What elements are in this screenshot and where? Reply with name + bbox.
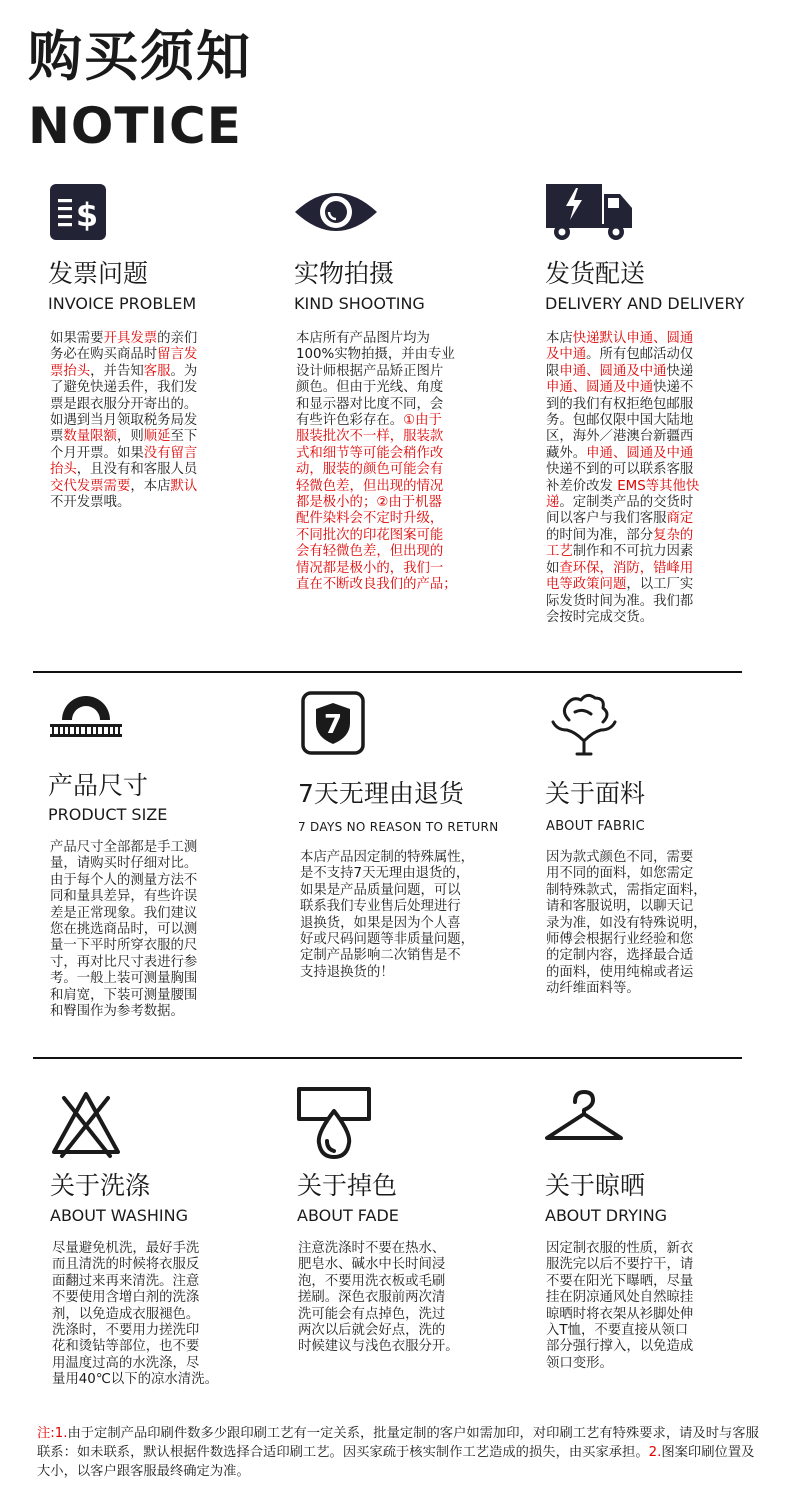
body-text: 的亲们 务必在购买商品时 — [50, 331, 198, 363]
body-text: 尽量避免机洗，最好手洗 而且清洗的时候将衣服反 面翻过来再来清洗。注意 不要使用含增白剂的洗涤 剂，以免造成衣服褪色。 洗涤时，不要用力搓洗印 花和烫钻等部位，也不要 用温度过高的水洗涤，尽 量用40℃以下的凉水清洗。 — [52, 1241, 218, 1388]
body-text: 产品尺寸全部都是手工测 量，请购买时仔细对比。 由于每个人的测量方法不 同和量具差异，有些许误 差是正常现象。我们建议 您在挑选商品时，可以测 量一下平时所穿衣服的尺 寸，再对比尺寸表进行参 考。一般上装可测量胸围 和肩宽，下装可测量腰围 和臀围作为参考数据。 — [50, 840, 198, 1020]
highlight-text: 交代发票需要 — [50, 478, 131, 494]
cotton-flower-icon — [547, 690, 621, 756]
highlight-text: 查环保，消防，错峰用 电等政策问题 — [546, 560, 694, 593]
no-bleach-icon — [50, 1088, 122, 1160]
body-text: 至下 个月开票。如果 — [50, 429, 198, 461]
highlight-text: 客服 — [143, 363, 171, 379]
section-title-delivery: 发货配送 — [545, 259, 646, 288]
body-text: 本店 — [546, 331, 573, 346]
highlight-text: 申通、圆通及中通 — [546, 380, 654, 396]
section-body-delivery — [546, 331, 718, 626]
body-text: 由于定制产品印刷件数多少跟印刷工艺有一定关系，批量定制的客户如需加印，对印刷工艺有特殊要求，请及时与客服联系：如未联系，默认根据件数选择合适印刷工艺。因买家疏于核实制作工艺造成的损失，由买家承担。 — [37, 1426, 759, 1460]
body-text: 因定制衣服的性质，新衣 服洗完以后不要拧干，请 不要在阳光下曝晒，尽量 挂在阴凉通风处自然晾挂 晾晒时将衣架从衫脚处伸 入T恤，不要直接从领口 部分强行撑入，以免造成 领口变形。 — [546, 1241, 694, 1371]
section-title-washing: 关于洗涤 — [50, 1171, 151, 1200]
section-subtitle-invoice: INVOICE PROBLEM — [48, 294, 197, 313]
highlight-text: ①由于 服装批次不一样，服装款 式和细节等可能会稍作改 动，服装的颜色可能会有 轻微色差，但出现的情况 都是极小的；②由于机器 配件染料会不定时升级， 不同批次的印花图案可能 会有轻微色差，但出现的 情况都是极小的，我们一 直在不断改良我们的产品； — [296, 413, 457, 593]
highlight-text: 2. — [648, 1445, 662, 1460]
body-text: 快递不到的可以联系客服 补差价改发 — [546, 462, 694, 494]
body-text: 如果需要 — [50, 331, 104, 346]
highlight-text: 顺延 — [143, 429, 171, 445]
section-subtitle-delivery: DELIVERY AND DELIVERY — [545, 294, 745, 313]
row-divider-1 — [33, 671, 742, 673]
highlight-text: 复杂的 工艺 — [546, 527, 694, 560]
section-subtitle-return: 7 DAYS NO REASON TO RETURN — [298, 820, 499, 834]
section-title-size: 产品尺寸 — [48, 771, 149, 800]
section-subtitle-fabric: ABOUT FABRIC — [546, 819, 646, 834]
highlight-text: 开具发票 — [103, 331, 158, 346]
section-body-fabric — [546, 850, 718, 998]
body-text: 快递 — [666, 363, 694, 379]
body-text: 。定制类产品的交货时 间以客户与我们客服 — [546, 495, 694, 527]
section-subtitle-fade: ABOUT FADE — [297, 1206, 399, 1225]
body-text: 因为款式颜色不同，需要 用不同的面料，如您需定 制特殊款式，需指定面料， 请和客服说明，以聊天记 录为准，如没有特殊说明， 师傅会根据行业经验和您 的定制内容，选择最合适 的面料，使用纯棉或者运 动纤维面料等。 — [546, 850, 707, 997]
highlight-text: 没有留言 抬头 — [50, 445, 198, 478]
section-title-fabric: 关于面料 — [545, 779, 646, 808]
color-drop-icon — [297, 1085, 371, 1161]
body-text: 注意洗涤时不要在热水、 肥皂水、碱水中长时间浸 泡，不要用洗衣板或毛刷 搓刷。深色衣服前两次清 洗可能会有点掉色，洗过 两次以后就会好点，洗的 时候建议与浅色衣服分开。 — [298, 1241, 459, 1355]
highlight-text: 默认 — [170, 478, 198, 494]
body-text: ，本店 — [130, 478, 171, 494]
section-title-invoice: 发票问题 — [48, 259, 149, 288]
highlight-text: 申通、圆通及中通 — [586, 445, 694, 461]
seven-day-number: 7 — [323, 710, 343, 740]
section-title-shooting: 实物拍摄 — [294, 259, 395, 288]
ruler-icon — [50, 692, 122, 738]
highlight-text: 留言发 票抬头 — [50, 347, 198, 379]
footnote — [37, 1424, 762, 1481]
body-text: ，以工厂实 际发货时间为准。我们都 会按时完成交货。 — [546, 577, 694, 625]
invoice-dollar-icon — [50, 184, 106, 240]
hanger-icon — [545, 1088, 623, 1144]
section-body-return — [300, 850, 500, 981]
body-text: 快递不 到的我们有权拒绝包邮服 务。包邮仅限中国大陆地 区，海外／港澳台新疆西 藏外。 — [546, 380, 694, 461]
eye-icon — [293, 186, 379, 238]
highlight-text: 申通、圆通及中通 — [559, 363, 667, 379]
body-text: 。为 了避免快递丢件，我们发 票是跟衣服分开寄出的。 如遇到当月领取税务局发 票 — [50, 363, 198, 445]
body-text: 图案印刷位置及大小，以客户跟客服最终确定为准。 — [37, 1445, 755, 1479]
section-subtitle-shooting: KIND SHOOTING — [294, 294, 425, 313]
seven-day-shield-icon — [301, 691, 365, 755]
highlight-text: EMS等其他快 递 — [546, 478, 700, 511]
highlight-text: 数量限额 — [63, 429, 117, 445]
svg-text:$: $ — [75, 196, 99, 234]
delivery-truck-icon — [546, 184, 634, 242]
body-text: 本店产品因定制的特殊属性， 是不支持7天无理由退货的， 如果是产品质量问题，可以 联系我们专业售后处理进行 退换货，如果是因为个人喜 好或尺码问题等非质量问题， 定制产品影响二次销售是不 支持退换货的！ — [300, 850, 475, 980]
body-text: ，并告知 — [90, 363, 144, 379]
body-text: 制作和不可抗力因素 如 — [546, 544, 694, 576]
highlight-text: 快递默认申通、圆通 及中通 — [546, 331, 694, 363]
page-title: 购买须知 — [28, 25, 252, 88]
body-text: 本店所有产品图片均为 100%实物拍摄，并由专业 设计师根据产品矫正图片 颜色。但由于光线、角度 和显示器对比度不同，会 有些许色彩存在。 — [296, 331, 455, 429]
section-subtitle-size: PRODUCT SIZE — [48, 805, 168, 824]
section-body-washing — [52, 1241, 224, 1389]
section-body-drying — [546, 1241, 718, 1372]
body-text: 。所有包邮活动仅 限 — [546, 347, 694, 379]
section-title-return: 7天无理由退货 — [298, 779, 464, 808]
body-text: ，则 — [116, 429, 144, 445]
highlight-text: 注:1. — [37, 1426, 68, 1441]
section-body-fade — [298, 1241, 470, 1356]
row-divider-2 — [33, 1057, 742, 1059]
section-subtitle-washing: ABOUT WASHING — [50, 1206, 188, 1225]
body-text: ，且没有和客服人员 — [76, 462, 198, 478]
body-text: 的时间为准，部分 — [546, 527, 654, 543]
section-title-drying: 关于晾晒 — [545, 1171, 646, 1200]
section-title-fade: 关于掉色 — [297, 1171, 398, 1200]
section-body-shooting — [296, 331, 468, 594]
page-subtitle: NOTICE — [28, 97, 242, 155]
section-subtitle-drying: ABOUT DRYING — [545, 1206, 668, 1225]
highlight-text: 商定 — [666, 511, 694, 527]
section-body-size — [50, 840, 222, 1020]
body-text: 不开发票哦。 — [50, 495, 131, 511]
section-body-invoice — [50, 331, 222, 511]
